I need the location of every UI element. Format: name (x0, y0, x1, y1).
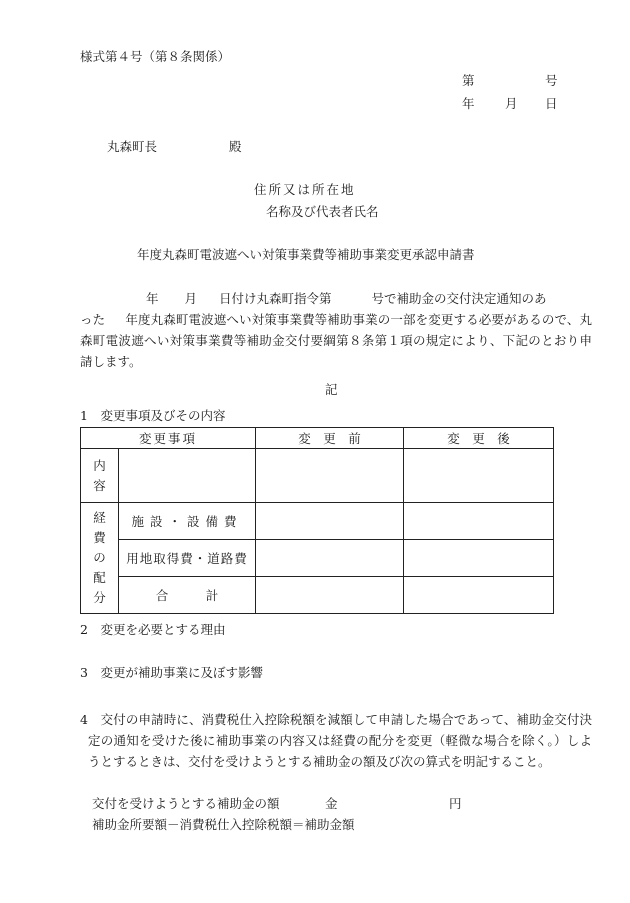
row-total-label: 合 計 (119, 577, 256, 614)
addressee-honorific: 殿 (229, 139, 242, 154)
doc-number-suffix: 号 (545, 73, 558, 88)
total-before-cell[interactable] (256, 577, 404, 614)
applicant-name-label: 名称及び代表者氏名 (266, 204, 379, 219)
section2-heading: 2 変更を必要とする理由 (80, 622, 226, 637)
amount-prefix: 金 (325, 796, 338, 811)
total-after-cell[interactable] (404, 577, 554, 614)
content-description-cell[interactable] (119, 449, 256, 503)
formula: 補助金所要額－消費税仕入控除税額＝補助金額 (92, 817, 355, 832)
facility-before-cell[interactable] (256, 503, 404, 540)
ki-heading: 記 (325, 382, 338, 397)
date-day: 日 (545, 96, 558, 111)
section4-text: 4 交付の申請時に、消費税仕入控除税額を減額して申請した場合であって、補助金交付決定の通知を受けた後に補助事業の内容又は経費の配分を変更（軽微な場合を除く。）しようとするときは、交付を受けようとする補助金の額及び次の算式を明記すること。 (80, 712, 592, 769)
applicant-address-label: 住所又は所在地 (254, 182, 356, 197)
section3-heading: 3 変更が補助事業に及ぼす影響 (80, 665, 263, 680)
col-header-before: 変 更 前 (256, 428, 404, 449)
land-after-cell[interactable] (404, 540, 554, 577)
body-date-command: 日付け丸森町指令第 (219, 291, 332, 306)
doc-number-label: 第 (462, 73, 475, 88)
row-facility-label: 施設・設備費 (119, 503, 256, 540)
land-before-cell[interactable] (256, 540, 404, 577)
addressee-name: 丸森町長 (107, 139, 158, 154)
col-header-item: 変更事項 (81, 428, 256, 449)
document-title: 年度丸森町電波遮へい対策事業費等補助事業変更承認申請書 (137, 247, 475, 262)
facility-after-cell[interactable] (404, 503, 554, 540)
amount-label: 交付を受けようとする補助金の額 (92, 796, 280, 811)
expense-allocation-label: 経 費 の 配 分 (81, 503, 119, 614)
change-table (80, 427, 554, 614)
content-before-cell[interactable] (256, 449, 404, 503)
form-number: 様式第４号（第８条関係） (80, 49, 231, 64)
body-year: 年 (146, 291, 159, 306)
row-land-label: 用地取得費・道路費 (119, 540, 256, 577)
date-month: 月 (505, 96, 518, 111)
content-label: 内 容 (81, 449, 119, 503)
date-year: 年 (462, 96, 475, 111)
body-paragraph (80, 288, 592, 372)
body-line2-end: 年度丸森町電波遮へい対策事業費等補助事業の一部を変更する必要があるので、丸森町電波遮へい対策事業費等補助金交付要綱第８条第１項の規定により、下記のとおり申請します。 (80, 312, 592, 369)
content-after-cell[interactable] (404, 449, 554, 503)
body-line1-end: 号で補助金の交付決定通知のあ (371, 291, 547, 306)
section1-heading: 1 変更事項及びその内容 (80, 408, 226, 423)
amount-unit: 円 (449, 796, 462, 811)
body-line2-start: った (80, 312, 106, 327)
col-header-after: 変 更 後 (404, 428, 554, 449)
body-month: 月 (184, 291, 198, 306)
